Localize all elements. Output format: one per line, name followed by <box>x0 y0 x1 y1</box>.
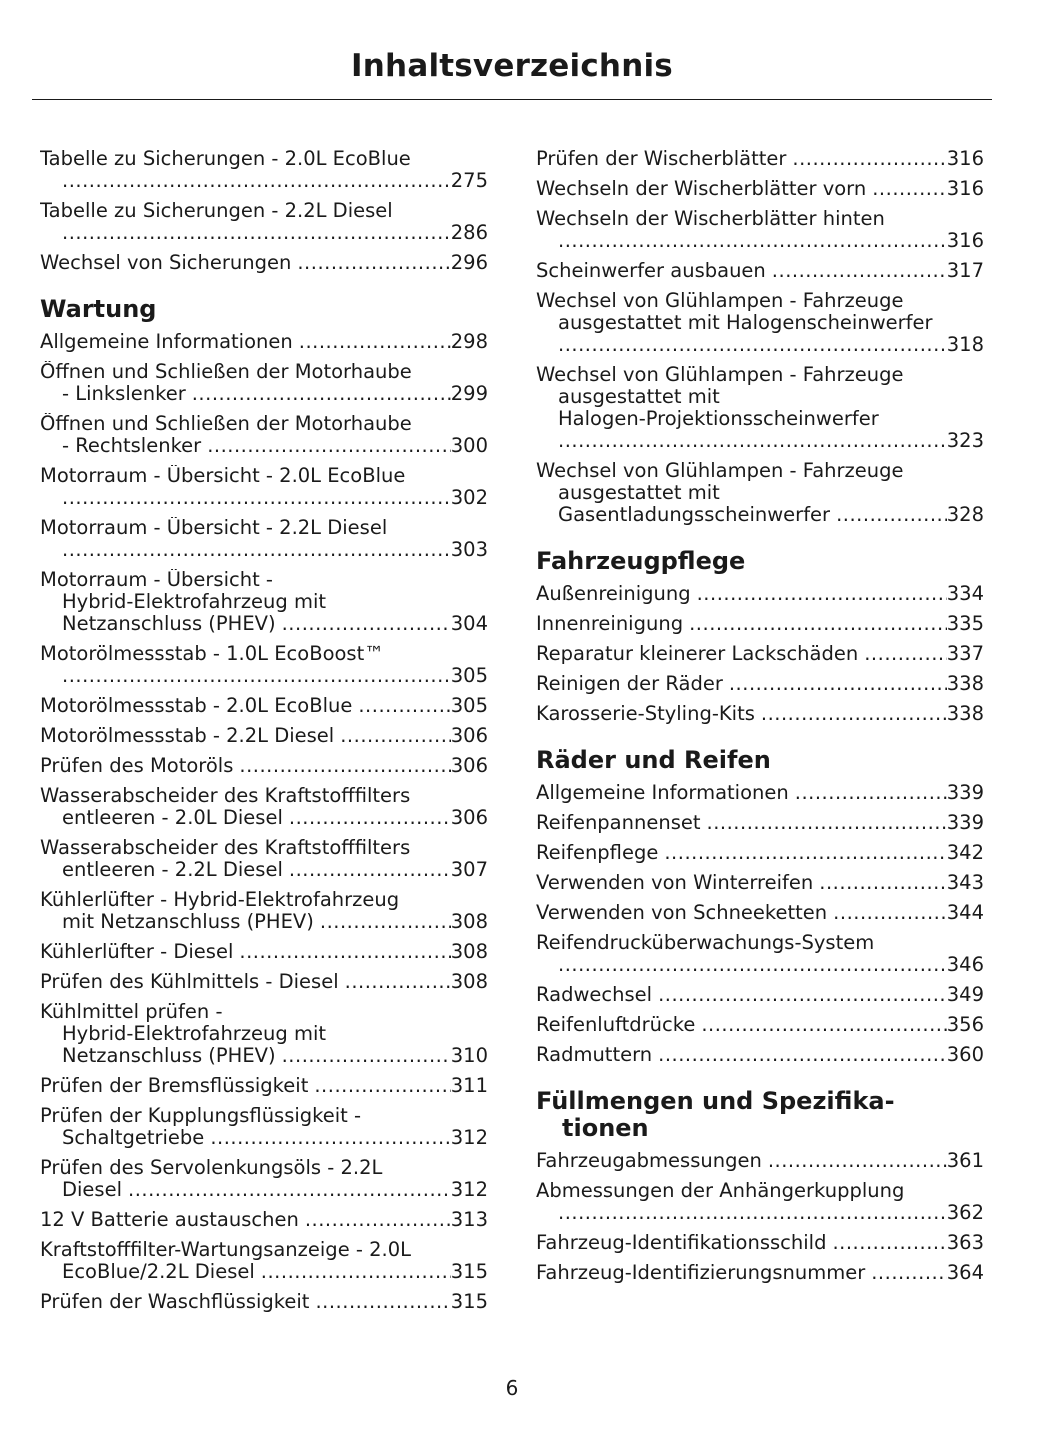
toc-entry-title: Radmuttern <box>536 1044 653 1066</box>
toc-entry-title: Hybrid-Elektrofahrzeug mit <box>62 1023 327 1045</box>
toc-entry-line <box>40 1261 488 1283</box>
dot-leader <box>128 1179 451 1201</box>
toc-column-right <box>536 148 984 1292</box>
toc-entry-title: Reinigen der Räder <box>536 673 723 695</box>
dot-leader <box>289 807 451 829</box>
dot-leader <box>192 383 451 405</box>
toc-page-number: 346 <box>946 954 984 976</box>
toc-page-number: 360 <box>946 1044 984 1066</box>
toc-entry-title: Reifenluftdrücke <box>536 1014 696 1036</box>
toc-entry-title: Allgemeine Informationen <box>536 782 789 804</box>
toc-entry[interactable] <box>536 1044 984 1066</box>
toc-page-number: 316 <box>946 230 984 252</box>
toc-entry[interactable] <box>40 941 488 963</box>
toc-entry-title: - Rechtslenker <box>62 435 202 457</box>
toc-entry-line <box>536 812 984 834</box>
toc-page-number: 339 <box>946 812 984 834</box>
toc-entry[interactable] <box>40 331 488 353</box>
toc-page-number: 308 <box>450 941 488 963</box>
dot-leader <box>836 504 947 526</box>
toc-entry[interactable] <box>536 643 984 665</box>
dot-leader <box>658 1044 947 1066</box>
toc-entry-line <box>40 1209 488 1231</box>
toc-page-number: 356 <box>946 1014 984 1036</box>
toc-page-number: 286 <box>450 222 488 244</box>
dot-leader <box>689 613 947 635</box>
toc-entry-title: Motorraum - Übersicht - 2.0L EcoBlue <box>40 465 406 487</box>
toc-page-number: 362 <box>946 1202 984 1224</box>
toc-page-number: 308 <box>450 911 488 933</box>
toc-entry-title: Öffnen und Schließen der Motorhaube <box>40 413 412 435</box>
toc-entry-title: Motorölmessstab - 1.0L EcoBoost™ <box>40 643 384 665</box>
toc-entry-line <box>40 383 488 405</box>
toc-page-number: 313 <box>450 1209 488 1231</box>
toc-entry[interactable] <box>40 1209 488 1231</box>
toc-page-number: 296 <box>450 252 488 274</box>
toc-entry-title: Motorölmessstab - 2.0L EcoBlue <box>40 695 353 717</box>
dot-leader <box>305 1209 451 1231</box>
toc-entry-title: Wechsel von Glühlampen - Fahrzeuge <box>536 290 904 312</box>
dot-leader <box>358 695 450 717</box>
toc-entry-line <box>536 782 984 804</box>
toc-entry[interactable] <box>536 208 984 252</box>
toc-page-number: 349 <box>946 984 984 1006</box>
toc-entry-title: Kühlerlüfter - Hybrid-Elektrofahrzeug <box>40 889 400 911</box>
toc-entry-title: Reifenpannenset <box>536 812 701 834</box>
toc-entry-line <box>40 1179 488 1201</box>
toc-entry[interactable] <box>40 1291 488 1313</box>
dot-leader <box>320 911 451 933</box>
toc-entry-title: Wechsel von Glühlampen - Fahrzeuge <box>536 460 904 482</box>
toc-entry-title: Reparatur kleinerer Lackschäden <box>536 643 859 665</box>
toc-entry-title: Allgemeine Informationen <box>40 331 293 353</box>
title-divider <box>32 99 992 100</box>
toc-page-number: 316 <box>946 148 984 170</box>
toc-page-number: 338 <box>946 673 984 695</box>
toc-entry[interactable] <box>536 902 984 924</box>
toc-page-number: 318 <box>946 334 984 356</box>
toc-entry-title: Scheinwerfer ausbauen <box>536 260 766 282</box>
dot-leader <box>558 1202 947 1224</box>
toc-entry-line <box>536 643 984 665</box>
toc-entry[interactable] <box>40 643 488 687</box>
toc-entry-line <box>536 178 984 200</box>
toc-entry-title: Wasserabscheider des Kraftstofffilters <box>40 837 411 859</box>
dot-leader <box>239 755 450 777</box>
toc-page-number: 317 <box>946 260 984 282</box>
toc-entry-line <box>40 331 488 353</box>
dot-leader <box>697 583 947 605</box>
page-title: Inhaltsverzeichnis <box>351 48 673 84</box>
dot-leader <box>62 487 451 509</box>
toc-page-number: 315 <box>450 1261 488 1283</box>
dot-leader <box>62 170 451 192</box>
toc-entry[interactable] <box>40 465 488 509</box>
dot-leader <box>62 539 451 561</box>
toc-page-number: 303 <box>450 539 488 561</box>
dot-leader <box>819 872 946 894</box>
toc-entry[interactable] <box>40 1075 488 1097</box>
dot-leader <box>345 971 451 993</box>
section-heading <box>40 296 488 323</box>
section-heading-text: Füllmengen und Spezifika- <box>536 1088 895 1115</box>
toc-entry[interactable] <box>536 872 984 894</box>
toc-page-number: 312 <box>450 1179 488 1201</box>
toc-entry-title: Öffnen und Schließen der Motorhaube <box>40 361 412 383</box>
toc-page-number: 363 <box>946 1232 984 1254</box>
toc-page-number: 300 <box>450 435 488 457</box>
toc-entry[interactable] <box>536 1150 984 1172</box>
toc-entry[interactable] <box>536 1262 984 1284</box>
toc-entry-title: Wasserabscheider des Kraftstofffilters <box>40 785 411 807</box>
toc-entry-title: entleeren - 2.2L Diesel <box>62 859 283 881</box>
toc-page-number: 306 <box>450 725 488 747</box>
dot-leader <box>761 703 947 725</box>
toc-page-number: 328 <box>946 504 984 526</box>
toc-entry-title: Schaltgetriebe <box>62 1127 205 1149</box>
toc-entry-line <box>536 1262 984 1284</box>
toc-entry[interactable] <box>536 673 984 695</box>
toc-entry-title: Tabelle zu Sicherungen - 2.0L EcoBlue <box>40 148 411 170</box>
toc-entry-title: Motorölmessstab - 2.2L Diesel <box>40 725 335 747</box>
toc-entry-line <box>40 695 488 717</box>
toc-entry-line <box>40 971 488 993</box>
toc-entry-title: Radwechsel <box>536 984 653 1006</box>
toc-entry-line <box>40 487 488 509</box>
toc-entry-line <box>536 504 984 526</box>
toc-entry[interactable] <box>40 785 488 829</box>
toc-entry[interactable] <box>40 837 488 881</box>
toc-page-number: 310 <box>450 1045 488 1067</box>
toc-entry[interactable] <box>40 1001 488 1067</box>
toc-entry-title: Prüfen der Waschflüssigkeit <box>40 1291 310 1313</box>
toc-entry[interactable] <box>40 1239 488 1283</box>
toc-entry[interactable] <box>40 1157 488 1201</box>
toc-entry[interactable] <box>536 703 984 725</box>
dot-leader <box>239 941 450 963</box>
toc-entry-title: EcoBlue/2.2L Diesel <box>62 1261 255 1283</box>
toc-entry[interactable] <box>40 148 488 192</box>
toc-entry-title: Gasentladungsscheinwerfer <box>558 504 831 526</box>
dot-leader <box>871 1262 947 1284</box>
dot-leader <box>62 222 451 244</box>
toc-entry-title: Motorraum - Übersicht - <box>40 569 273 591</box>
section-heading-text: Fahrzeugpflege <box>536 548 746 575</box>
dot-leader <box>282 1045 451 1067</box>
toc-entry-line <box>536 613 984 635</box>
toc-entry[interactable] <box>536 290 984 356</box>
toc-entry-line <box>40 252 488 274</box>
toc-entry-line <box>536 902 984 924</box>
section-heading <box>536 1088 984 1142</box>
toc-entry[interactable] <box>536 260 984 282</box>
toc-entry[interactable] <box>536 812 984 834</box>
toc-entry-title: Motorraum - Übersicht - 2.2L Diesel <box>40 517 388 539</box>
toc-entry-line <box>40 755 488 777</box>
dot-leader <box>289 859 451 881</box>
dot-leader <box>872 178 947 200</box>
toc-entry[interactable] <box>536 364 984 452</box>
toc-entry-line <box>536 673 984 695</box>
toc-page-number: 316 <box>946 178 984 200</box>
toc-entry-line <box>536 1202 984 1224</box>
toc-entry-title: Wechseln der Wischerblätter vorn <box>536 178 867 200</box>
toc-entry-title: Reifenpflege <box>536 842 659 864</box>
page-number: 6 <box>505 1376 519 1400</box>
toc-entry-line <box>40 170 488 192</box>
toc-entry-title: Prüfen des Servolenkungsöls - 2.2L <box>40 1157 383 1179</box>
toc-entry-title: ausgestattet mit <box>558 482 720 504</box>
toc-page-number: 338 <box>946 703 984 725</box>
toc-entry-line <box>536 1044 984 1066</box>
toc-entry[interactable] <box>536 1014 984 1036</box>
toc-entry-title: ausgestattet mit <box>558 386 720 408</box>
toc-entry[interactable] <box>40 1105 488 1149</box>
toc-page-number: 334 <box>946 583 984 605</box>
dot-leader <box>299 331 451 353</box>
toc-entry-line <box>40 613 488 635</box>
toc-entry[interactable] <box>40 361 488 405</box>
dot-leader <box>792 148 946 170</box>
toc-entry-title: Reifendrucküberwachungs-System <box>536 932 875 954</box>
toc-page-number: 305 <box>450 695 488 717</box>
toc-entry-title: Innenreinigung <box>536 613 684 635</box>
toc-entry-title: Wechsel von Glühlampen - Fahrzeuge <box>536 364 904 386</box>
dot-leader <box>315 1291 450 1313</box>
toc-entry-line <box>536 1014 984 1036</box>
toc-entry-line <box>40 665 488 687</box>
dot-leader <box>658 984 947 1006</box>
toc-entry-title: Karosserie-Styling-Kits <box>536 703 755 725</box>
toc-page-number: 298 <box>450 331 488 353</box>
section-heading-text: tionen <box>562 1115 649 1142</box>
toc-entry-line <box>536 703 984 725</box>
toc-entry-line <box>40 725 488 747</box>
toc-entry[interactable] <box>536 782 984 804</box>
toc-entry-title: Kraftstofffilter-Wartungsanzeige - 2.0L <box>40 1239 411 1261</box>
section-heading-text: Räder und Reifen <box>536 747 771 774</box>
toc-page-number: 315 <box>450 1291 488 1313</box>
toc-entry-line <box>40 1127 488 1149</box>
toc-entry-title: Prüfen der Kupplungsflüssigkeit - <box>40 1105 362 1127</box>
dot-leader <box>864 643 947 665</box>
dot-leader <box>768 1150 947 1172</box>
dot-leader <box>664 842 946 864</box>
toc-entry[interactable] <box>40 695 488 717</box>
toc-entry[interactable] <box>536 984 984 1006</box>
toc-entry-title: Fahrzeugabmessungen <box>536 1150 762 1172</box>
toc-entry[interactable] <box>536 613 984 635</box>
toc-entry[interactable] <box>40 889 488 933</box>
toc-entry-title: entleeren - 2.0L Diesel <box>62 807 283 829</box>
toc-entry-line <box>40 941 488 963</box>
toc-entry-line <box>40 807 488 829</box>
toc-entry-title: Tabelle zu Sicherungen - 2.2L Diesel <box>40 200 393 222</box>
dot-leader <box>832 1232 946 1254</box>
section-heading-text: Wartung <box>40 296 157 323</box>
toc-entry[interactable] <box>536 932 984 976</box>
toc-entry-line <box>536 583 984 605</box>
toc-entry[interactable] <box>40 569 488 635</box>
toc-entry-title: Prüfen des Kühlmittels - Diesel <box>40 971 339 993</box>
dot-leader <box>297 252 450 274</box>
toc-entry-title: Abmessungen der Anhängerkupplung <box>536 1180 905 1202</box>
dot-leader <box>833 902 947 924</box>
toc-page-number: 299 <box>450 383 488 405</box>
toc-entry-title: Prüfen der Bremsflüssigkeit <box>40 1075 309 1097</box>
toc-entry-title: Netzanschluss (PHEV) <box>62 613 276 635</box>
toc-page-number: 304 <box>450 613 488 635</box>
toc-page-number: 302 <box>450 487 488 509</box>
toc-entry-line <box>536 954 984 976</box>
dot-leader <box>795 782 947 804</box>
toc-entry[interactable] <box>536 583 984 605</box>
toc-entry[interactable] <box>536 460 984 526</box>
dot-leader <box>282 613 451 635</box>
toc-page-number: 335 <box>946 613 984 635</box>
toc-entry[interactable] <box>536 1232 984 1254</box>
toc-entry-title: mit Netzanschluss (PHEV) <box>62 911 314 933</box>
toc-page-number: 361 <box>946 1150 984 1172</box>
toc-entry-line <box>40 911 488 933</box>
toc-entry-line <box>536 430 984 452</box>
toc-entry[interactable] <box>536 178 984 200</box>
toc-entry-line <box>40 435 488 457</box>
toc-page-number: 344 <box>946 902 984 924</box>
toc-entry-line <box>536 872 984 894</box>
toc-page-number: 339 <box>946 782 984 804</box>
toc-page-number: 307 <box>450 859 488 881</box>
dot-leader <box>707 812 947 834</box>
toc-column-left <box>40 148 488 1321</box>
toc-entry-title: ausgestattet mit Halogenscheinwerfer <box>558 312 933 334</box>
dot-leader <box>701 1014 946 1036</box>
toc-entry-line <box>536 260 984 282</box>
toc-entry-title: Verwenden von Schneeketten <box>536 902 828 924</box>
toc-entry[interactable] <box>536 148 984 170</box>
dot-leader <box>207 435 451 457</box>
toc-entry-line <box>40 539 488 561</box>
toc-entry-line <box>536 334 984 356</box>
toc-entry[interactable] <box>40 755 488 777</box>
toc-page-number: 275 <box>450 170 488 192</box>
dot-leader <box>62 665 451 687</box>
toc-entry[interactable] <box>40 971 488 993</box>
dot-leader <box>261 1261 451 1283</box>
toc-entry-title: Hybrid-Elektrofahrzeug mit <box>62 591 327 613</box>
toc-entry-line <box>40 1075 488 1097</box>
toc-entry[interactable] <box>40 517 488 561</box>
section-heading <box>536 548 984 575</box>
toc-entry-line <box>40 222 488 244</box>
toc-page-number: 342 <box>946 842 984 864</box>
toc-page-number: 323 <box>946 430 984 452</box>
toc-entry-line <box>40 859 488 881</box>
toc-entry-line <box>536 148 984 170</box>
toc-page-number: 308 <box>450 971 488 993</box>
toc-entry[interactable] <box>40 725 488 747</box>
toc-page-number: 306 <box>450 755 488 777</box>
dot-leader <box>340 725 451 747</box>
toc-entry-line <box>536 1150 984 1172</box>
toc-entry-title: Verwenden von Winterreifen <box>536 872 814 894</box>
toc-entry[interactable] <box>536 1180 984 1224</box>
toc-entry[interactable] <box>536 842 984 864</box>
toc-entry-title: Prüfen der Wischerblätter <box>536 148 787 170</box>
toc-entry-title: - Linkslenker <box>62 383 186 405</box>
toc-page-number: 312 <box>450 1127 488 1149</box>
dot-leader <box>558 334 947 356</box>
toc-entry-line <box>536 842 984 864</box>
toc-entry[interactable] <box>40 252 488 274</box>
toc-page-number: 337 <box>946 643 984 665</box>
dot-leader <box>558 954 947 976</box>
toc-entry-title: Halogen-Projektionsscheinwerfer <box>558 408 879 430</box>
toc-entry-title: Fahrzeug-Identifikationsschild <box>536 1232 827 1254</box>
toc-entry-line <box>536 230 984 252</box>
toc-page-number: 311 <box>450 1075 488 1097</box>
toc-entry-title: Außenreinigung <box>536 583 691 605</box>
toc-page-number: 306 <box>450 807 488 829</box>
toc-entry-title: 12 V Batterie austauschen <box>40 1209 299 1231</box>
toc-entry-title: Wechsel von Sicherungen <box>40 252 292 274</box>
toc-entry-line <box>536 984 984 1006</box>
toc-page-number: 305 <box>450 665 488 687</box>
dot-leader <box>729 673 947 695</box>
toc-entry[interactable] <box>40 200 488 244</box>
toc-entry-title: Fahrzeug-Identifizierungsnummer <box>536 1262 866 1284</box>
toc-entry-line <box>40 1045 488 1067</box>
dot-leader <box>558 230 947 252</box>
dot-leader <box>210 1127 450 1149</box>
toc-page-number: 343 <box>946 872 984 894</box>
toc-entry[interactable] <box>40 413 488 457</box>
toc-entry-title: Prüfen des Motoröls <box>40 755 234 777</box>
toc-entry-title: Diesel <box>62 1179 123 1201</box>
dot-leader <box>314 1075 450 1097</box>
dot-leader <box>558 430 947 452</box>
toc-entry-title: Netzanschluss (PHEV) <box>62 1045 276 1067</box>
toc-page-number: 364 <box>946 1262 984 1284</box>
section-heading <box>536 747 984 774</box>
toc-entry-title: Wechseln der Wischerblätter hinten <box>536 208 885 230</box>
toc-entry-title: Kühlmittel prüfen - <box>40 1001 223 1023</box>
toc-entry-title: Kühlerlüfter - Diesel <box>40 941 234 963</box>
toc-entry-line <box>536 1232 984 1254</box>
dot-leader <box>772 260 947 282</box>
toc-entry-line <box>40 1291 488 1313</box>
